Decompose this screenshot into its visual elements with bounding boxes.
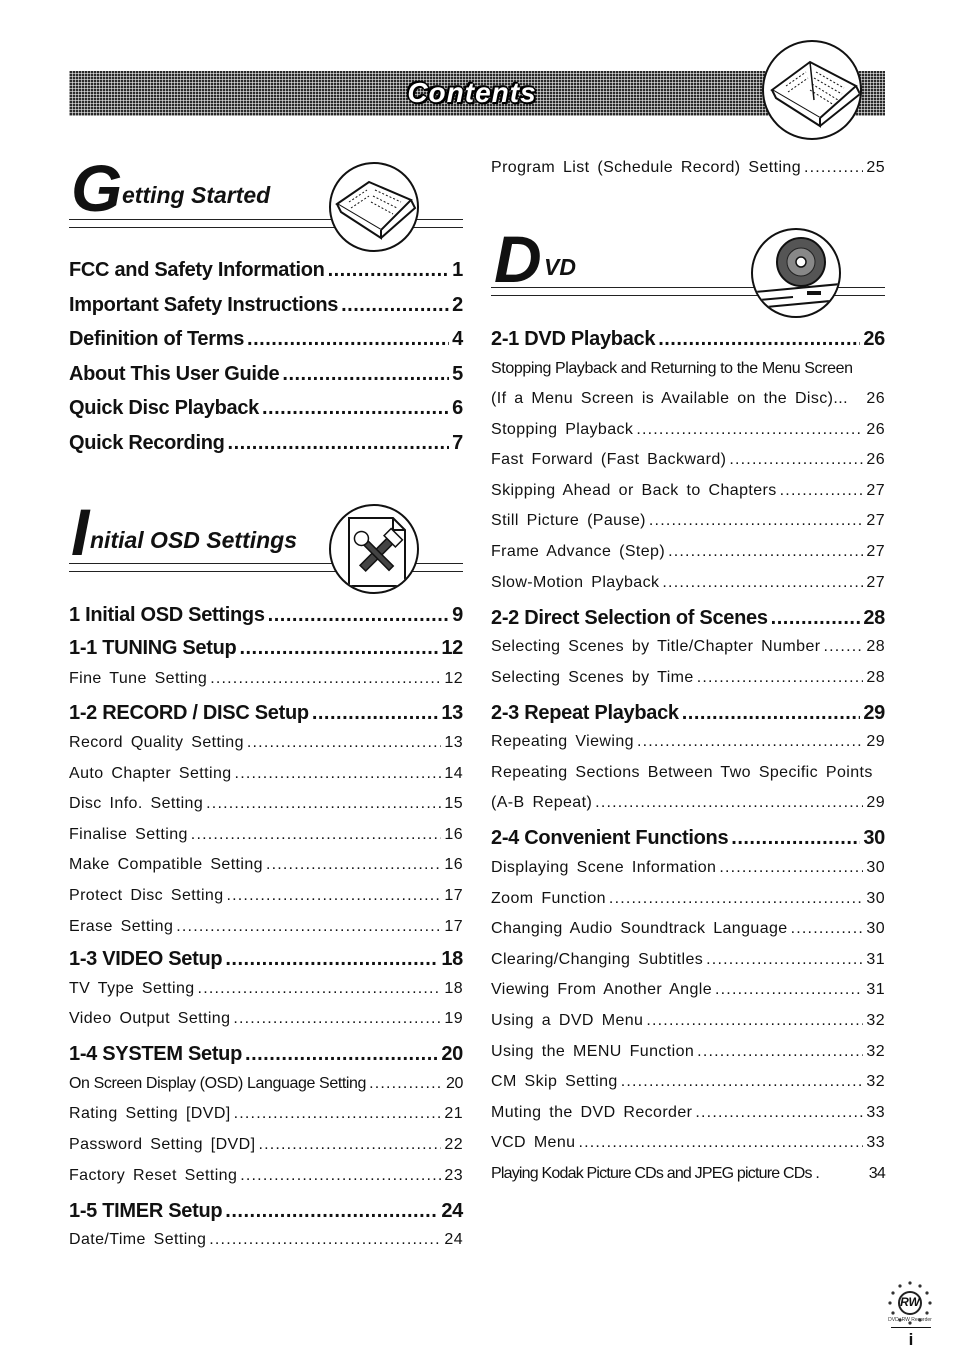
logo-mark: RW xyxy=(900,1295,920,1309)
toc-entry-page: 1 xyxy=(452,259,463,281)
toc-entry-title: CM Skip Setting xyxy=(491,1073,618,1091)
leader-dots xyxy=(369,1075,443,1093)
toc-entry-page: 12 xyxy=(441,637,463,659)
toc-entry-page: 22 xyxy=(444,1135,463,1153)
toc-entry[interactable] xyxy=(491,951,885,982)
toc-entry-title: Muting the DVD Recorder xyxy=(491,1103,693,1121)
leader-dots xyxy=(235,765,442,783)
leader-dots xyxy=(198,980,442,998)
leader-dots xyxy=(662,574,863,592)
toc-entry[interactable] xyxy=(491,390,885,421)
toc-entry-title: FCC and Safety Information xyxy=(69,259,325,281)
toc-entry[interactable] xyxy=(69,702,463,734)
toc-entry-title: Video Output Setting xyxy=(69,1010,231,1028)
toc-entry-title: Zoom Function xyxy=(491,889,606,907)
toc-entry-title: Using the MENU Function xyxy=(491,1042,695,1060)
toc-entry-page: 28 xyxy=(866,638,885,656)
toc-entry-page: 30 xyxy=(863,827,885,850)
toc-entry[interactable] xyxy=(491,733,885,764)
toc-entry-title: (If a Menu Screen is Available on the Disc)... xyxy=(491,390,848,408)
toc-entry-page: 28 xyxy=(866,668,885,686)
toc-entry-title: Viewing From Another Angle xyxy=(491,981,713,999)
toc-entry-page: 26 xyxy=(866,420,885,438)
toc-entry[interactable] xyxy=(69,980,463,1011)
toc-entry-title: Important Safety Instructions xyxy=(69,293,339,316)
toc-entry-title: Changing Audio Soundtrack Language xyxy=(491,920,788,938)
toc-entry-title: 1-1 TUNING Setup xyxy=(69,637,237,659)
toc-entry-title: Record Quality Setting xyxy=(69,734,244,751)
toc-entry[interactable] xyxy=(491,360,885,391)
toc-entry-title: Make Compatible Setting xyxy=(69,856,263,874)
toc-entry-title: Finalise Setting xyxy=(69,825,188,843)
toc-entry-page: 2 xyxy=(452,293,463,316)
leader-dots xyxy=(780,482,864,500)
leader-dots xyxy=(225,1200,438,1223)
toc-entry-title: Fine Tune Setting xyxy=(69,670,208,687)
toc-entry[interactable] xyxy=(69,259,463,294)
toc-entry-title: About This User Guide xyxy=(69,362,280,385)
toc-entry-title: Date/Time Setting xyxy=(69,1231,207,1249)
toc-entry[interactable] xyxy=(69,397,463,432)
leader-dots xyxy=(268,604,450,627)
leader-dots xyxy=(719,859,863,877)
leader-dots xyxy=(206,795,441,813)
page-number-rule xyxy=(891,1327,931,1328)
leader-dots xyxy=(646,1012,863,1030)
toc-entry-title: Program List (Schedule Record) Setting xyxy=(491,159,801,176)
leader-dots xyxy=(695,1104,863,1122)
toc-entry-title: 2-3 Repeat Playback xyxy=(491,701,679,724)
leader-dots xyxy=(210,670,441,688)
toc-entry[interactable] xyxy=(491,512,885,543)
toc-entry-title: Protect Disc Setting xyxy=(69,886,224,904)
toc-entry-page: 16 xyxy=(444,856,463,874)
toc-entry[interactable] xyxy=(491,451,885,482)
toc-entry-page: 27 xyxy=(866,573,885,591)
toc-entry[interactable] xyxy=(69,765,463,796)
dvd-disc-player-icon xyxy=(751,228,841,318)
toc-entry[interactable] xyxy=(491,1134,885,1165)
toc-entry-title: Still Picture (Pause) xyxy=(491,512,646,530)
toc-entry-title: Auto Chapter Setting xyxy=(69,764,232,782)
toc-entry-title: On Screen Display (OSD) Language Setting xyxy=(69,1074,367,1092)
toc-entry-page: 30 xyxy=(866,920,885,938)
leader-dots xyxy=(247,328,449,351)
leader-dots xyxy=(228,432,450,455)
leader-dots xyxy=(341,294,449,317)
toc-entry-title: Disc Info. Setting xyxy=(69,795,204,813)
leader-dots xyxy=(328,259,450,282)
toc-entry-page: 26 xyxy=(866,451,885,469)
leader-dots xyxy=(239,637,438,660)
toc-entry-page: 18 xyxy=(444,979,463,997)
toc-entry-title: Repeating Viewing xyxy=(491,733,634,751)
leader-dots xyxy=(233,1010,441,1028)
section-title: nitial OSD Settings xyxy=(90,527,298,553)
toc-entry-page: 29 xyxy=(863,701,885,724)
leader-dots xyxy=(823,638,863,656)
leader-dots xyxy=(729,451,863,469)
toc-entry-page: 27 xyxy=(866,543,885,561)
toc-entry-page: 13 xyxy=(444,734,463,751)
toc-entry-title: 2-4 Convenient Functions xyxy=(491,827,729,850)
toc-entry[interactable] xyxy=(69,1231,463,1262)
toc-entry-page: 32 xyxy=(866,1042,885,1060)
toc-entry[interactable] xyxy=(69,1200,463,1232)
toc-entry-title: Frame Advance (Step) xyxy=(491,543,666,561)
toc-entry-title: Slow-Motion Playback xyxy=(491,573,660,591)
toc-entry-title: 1 Initial OSD Settings xyxy=(69,604,265,626)
toc-entry[interactable] xyxy=(491,794,885,827)
toc-entry-page: 18 xyxy=(441,948,463,971)
leader-dots xyxy=(234,1105,442,1123)
toc-entry[interactable] xyxy=(69,604,463,637)
toc-entry-page: 5 xyxy=(452,362,463,385)
leader-dots xyxy=(247,734,442,752)
toc-entry[interactable] xyxy=(491,702,885,734)
toc-entry-title: Displaying Scene Information xyxy=(491,858,717,876)
toc-entry[interactable] xyxy=(491,607,885,639)
toc-entry[interactable] xyxy=(491,543,885,574)
toc-entry-page: 23 xyxy=(444,1166,463,1184)
toc-entry[interactable] xyxy=(69,328,463,363)
toc-entry-page: 32 xyxy=(866,1011,885,1029)
toc-entry[interactable] xyxy=(69,637,463,670)
leader-dots xyxy=(621,1073,864,1091)
toc-entry[interactable] xyxy=(491,981,885,1012)
leader-dots xyxy=(225,948,438,971)
toc-entry-title: 1-5 TIMER Setup xyxy=(69,1199,223,1222)
toc-entry-title: Rating Setting [DVD] xyxy=(69,1105,231,1123)
toc-entry-title: Erase Setting xyxy=(69,917,174,935)
toc-entry[interactable] xyxy=(69,918,463,949)
toc-entry-page: 16 xyxy=(444,825,463,843)
leader-dots xyxy=(637,733,863,751)
toc-entry[interactable] xyxy=(69,1010,463,1043)
leader-dots xyxy=(658,328,860,351)
open-book-icon xyxy=(762,40,862,140)
open-book-icon xyxy=(329,162,419,252)
toc-entry[interactable] xyxy=(491,764,885,795)
toc-entry-page: 6 xyxy=(452,397,463,420)
leader-dots xyxy=(209,1231,441,1249)
toc-entry[interactable] xyxy=(69,432,463,467)
toc-entry[interactable] xyxy=(69,1105,463,1136)
toc-entry-title: Password Setting [DVD] xyxy=(69,1135,256,1153)
toc-entry-page: 34 xyxy=(868,1164,885,1182)
toc-entry-page: 13 xyxy=(441,702,463,724)
toc-entry[interactable] xyxy=(491,328,885,360)
dvd-toc xyxy=(491,328,885,1195)
toc-entry-title: 1-2 RECORD / DISC Setup xyxy=(69,702,309,724)
toc-entry-page: 17 xyxy=(444,917,463,935)
leader-dots xyxy=(771,607,861,630)
toc-entry-title: (A-B Repeat) xyxy=(491,794,593,812)
toc-entry[interactable] xyxy=(69,856,463,887)
leader-dots xyxy=(245,1043,438,1066)
dvd-rw-recorder-logo xyxy=(886,1279,934,1327)
toc-entry-page: 29 xyxy=(866,733,885,751)
leader-dots xyxy=(697,1043,863,1061)
toc-entry-page: 33 xyxy=(866,1134,885,1152)
toc-entry-title: 1-4 SYSTEM Setup xyxy=(69,1043,243,1066)
toc-entry-page: 24 xyxy=(441,1199,463,1222)
logo-text: DVD+RW Recorder xyxy=(888,1317,932,1323)
toc-entry-page: 26 xyxy=(866,390,885,408)
leader-dots xyxy=(649,512,863,530)
toc-entry-page: 14 xyxy=(444,764,463,782)
toc-entry[interactable] xyxy=(69,294,463,329)
toc-entry[interactable] xyxy=(491,574,885,607)
toc-entry-title: 2-1 DVD Playback xyxy=(491,328,656,350)
toc-entry-page: 17 xyxy=(444,886,463,904)
leader-dots xyxy=(791,920,864,938)
toc-entry-title: Using a DVD Menu xyxy=(491,1011,644,1029)
leader-dots xyxy=(668,543,863,561)
getting-started-toc xyxy=(69,259,463,467)
toc-entry-page: 24 xyxy=(444,1231,463,1249)
toc-entry[interactable] xyxy=(69,1136,463,1167)
toc-entry[interactable] xyxy=(69,734,463,765)
toc-entry-page: 9 xyxy=(452,604,463,626)
leader-dots xyxy=(191,826,442,844)
leader-dots xyxy=(176,918,441,936)
tools-settings-icon xyxy=(329,504,419,594)
toc-entry-title: Repeating Sections Between Two Specific Points xyxy=(491,763,873,781)
toc-entry[interactable] xyxy=(491,920,885,951)
toc-entry[interactable] xyxy=(69,887,463,918)
toc-entry-page: 21 xyxy=(444,1105,463,1123)
section-title: VD xyxy=(544,254,576,280)
toc-entry[interactable] xyxy=(491,421,885,452)
toc-entry-page: 27 xyxy=(866,481,885,499)
toc-entry[interactable] xyxy=(69,1167,463,1200)
toc-entry[interactable] xyxy=(69,795,463,826)
toc-entry-page: 26 xyxy=(863,328,885,350)
leader-dots xyxy=(266,856,441,874)
toc-entry-page: 30 xyxy=(866,858,885,876)
toc-entry[interactable] xyxy=(491,1104,885,1135)
leader-dots xyxy=(731,827,860,850)
toc-entry-title: Skipping Ahead or Back to Chapters xyxy=(491,481,777,499)
toc-entry-title: Fast Forward (Fast Backward) xyxy=(491,451,727,469)
toc-entry[interactable] xyxy=(491,859,885,890)
toc-entry-title: TV Type Setting xyxy=(69,979,195,997)
section-initial-letter: I xyxy=(71,495,90,569)
page-number: i xyxy=(908,1330,914,1349)
toc-entry-page: 33 xyxy=(866,1103,885,1121)
toc-entry-title: Playing Kodak Picture CDs and JPEG picture CDs . xyxy=(491,1164,819,1182)
toc-entry[interactable] xyxy=(491,1043,885,1074)
toc-entry-title: Selecting Scenes by Time xyxy=(491,668,694,686)
toc-entry[interactable] xyxy=(69,363,463,398)
toc-entry[interactable] xyxy=(69,1043,463,1075)
toc-entry-title: Clearing/Changing Subtitles xyxy=(491,950,704,968)
toc-entry[interactable] xyxy=(491,1073,885,1104)
toc-entry-title: Stopping Playback xyxy=(491,420,634,438)
leader-dots xyxy=(697,669,864,687)
leader-dots xyxy=(595,794,863,812)
toc-entry-page: 25 xyxy=(866,159,885,176)
leader-dots xyxy=(578,1134,863,1152)
section-initial-letter: D xyxy=(494,222,542,296)
toc-entry-page: 7 xyxy=(452,431,463,454)
toc-entry[interactable] xyxy=(491,638,885,669)
toc-entry-page: 15 xyxy=(444,795,463,813)
toc-entry[interactable] xyxy=(491,669,885,702)
toc-entry-title: Quick Recording xyxy=(69,431,225,454)
toc-entry-title: VCD Menu xyxy=(491,1134,576,1152)
toc-entry-page: 32 xyxy=(866,1073,885,1091)
toc-entry-page: 31 xyxy=(866,950,885,968)
toc-entry-page: 12 xyxy=(444,670,463,687)
toc-entry-page: 30 xyxy=(866,889,885,907)
leader-dots xyxy=(804,159,863,177)
section-title: etting Started xyxy=(122,182,271,208)
toc-entry[interactable] xyxy=(69,670,463,702)
toc-entry-page: 27 xyxy=(866,512,885,530)
toc-entry-page: 4 xyxy=(452,328,463,351)
continued-toc xyxy=(491,159,885,189)
toc-entry-title: Selecting Scenes by Title/Chapter Number xyxy=(491,638,821,656)
leader-dots xyxy=(262,397,449,420)
toc-entry-page: 31 xyxy=(866,981,885,999)
leader-dots xyxy=(636,421,863,439)
toc-entry-title: Quick Disc Playback xyxy=(69,397,259,420)
toc-entry[interactable] xyxy=(491,1012,885,1043)
leader-dots xyxy=(715,981,863,999)
toc-entry[interactable] xyxy=(69,826,463,857)
toc-entry-page: 20 xyxy=(441,1043,463,1066)
toc-entry-title: Factory Reset Setting xyxy=(69,1166,238,1184)
toc-entry-title: Stopping Playback and Returning to the Menu Screen xyxy=(491,359,853,377)
leader-dots xyxy=(682,702,861,725)
initial-osd-toc xyxy=(69,604,463,1262)
toc-entry[interactable] xyxy=(491,827,885,859)
toc-entry[interactable] xyxy=(69,948,463,980)
toc-entry-page: 19 xyxy=(444,1010,463,1028)
toc-entry-page: 20 xyxy=(446,1074,463,1092)
leader-dots xyxy=(609,890,863,908)
toc-entry[interactable] xyxy=(491,159,885,189)
toc-entry-title: 1-3 VIDEO Setup xyxy=(69,948,223,971)
toc-entry[interactable] xyxy=(491,482,885,513)
leader-dots xyxy=(312,702,439,725)
toc-entry[interactable] xyxy=(491,1165,885,1196)
toc-entry[interactable] xyxy=(491,890,885,921)
leader-dots xyxy=(706,951,863,969)
leader-dots xyxy=(240,1167,441,1185)
toc-entry-page: 28 xyxy=(863,606,885,629)
toc-entry-title: Definition of Terms xyxy=(69,328,245,351)
leader-dots xyxy=(227,887,442,905)
page-title: Contents xyxy=(407,77,537,108)
toc-entry-page: 29 xyxy=(866,794,885,812)
leader-dots xyxy=(258,1136,441,1154)
toc-entry-title: 2-2 Direct Selection of Scenes xyxy=(491,606,768,629)
section-initial-letter: G xyxy=(71,151,123,225)
leader-dots xyxy=(282,363,449,386)
toc-entry[interactable] xyxy=(69,1075,463,1106)
